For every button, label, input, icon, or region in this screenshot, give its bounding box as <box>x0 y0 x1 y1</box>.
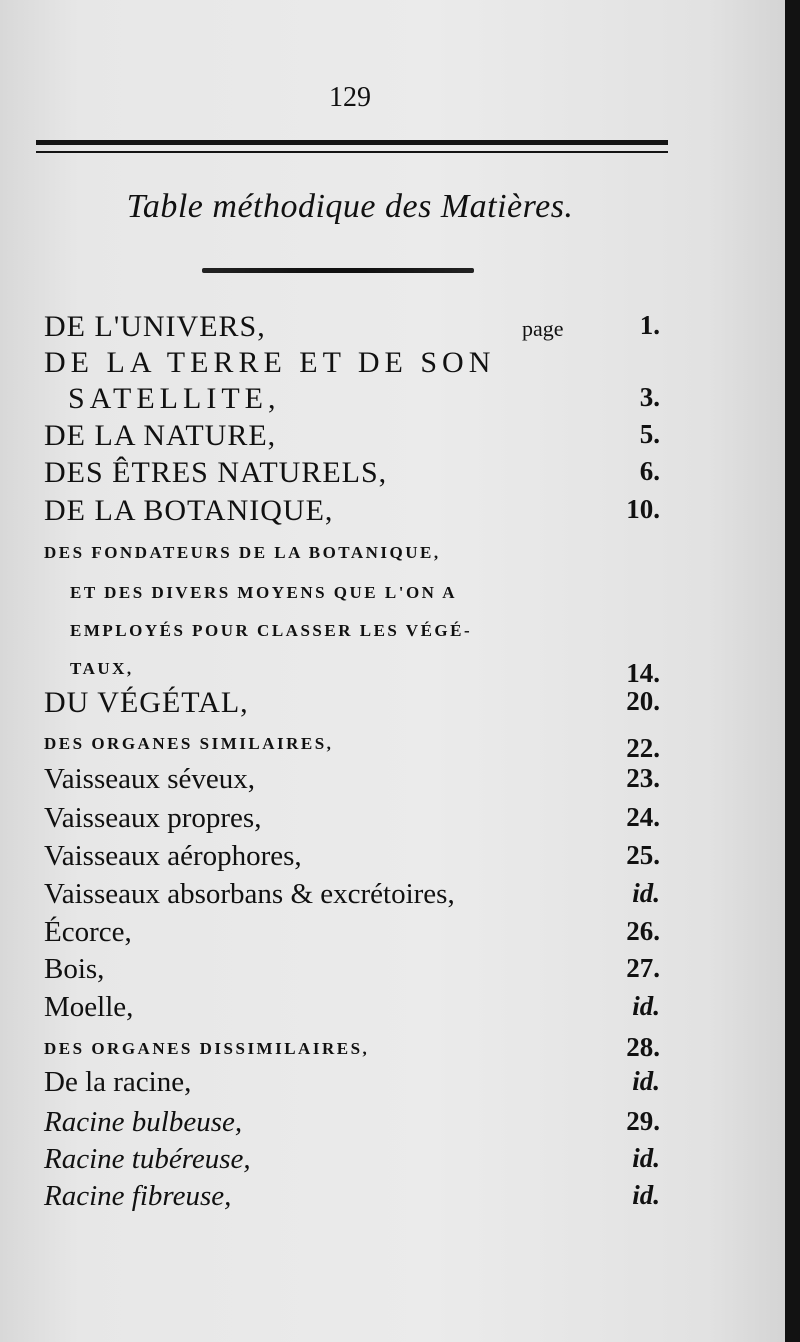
toc-entry-page: id. <box>632 878 660 908</box>
toc-entry-label: DES ORGANES SIMILAIRES, <box>44 734 334 753</box>
toc-entry-label: DE LA TERRE ET DE SON <box>44 346 496 379</box>
toc-entry-label: DE LA NATURE, <box>44 419 277 452</box>
toc-entry-label: Vaisseaux absorbans & excrétoires, <box>44 878 455 910</box>
toc-entry-label: EMPLOYÉS POUR CLASSER LES VÉGÉ- <box>70 621 473 640</box>
toc-entry-label: DES FONDATEURS DE LA BOTANIQUE, <box>44 543 441 562</box>
toc-entry-page: 23. <box>626 763 660 793</box>
toc-entry-page: 3. <box>639 382 660 412</box>
title-ornament-rule <box>202 268 474 273</box>
toc-entry-label: Vaisseaux aérophores, <box>44 840 302 872</box>
toc-entry-page: 10. <box>626 494 660 524</box>
toc-entry-label: TAUX, <box>70 659 134 678</box>
toc-entry-label: SATELLITE, <box>68 382 281 415</box>
toc-entry-page: 5. <box>639 419 660 449</box>
toc-entry-label: Écorce, <box>44 916 132 948</box>
scan-edge <box>785 0 800 1342</box>
toc-entry-label: Vaisseaux séveux, <box>44 763 256 795</box>
toc-entry-label: DE L'UNIVERS, <box>44 310 266 343</box>
toc-entry-label: Racine fibreuse, <box>44 1180 232 1212</box>
toc-entry-page: 28. <box>626 1032 660 1062</box>
toc-entry-page: 29. <box>626 1106 660 1136</box>
toc-entry-page: id. <box>632 1143 660 1173</box>
toc-entry-label: DES ORGANES DISSIMILAIRES, <box>44 1039 370 1058</box>
toc-entry-page: 6. <box>639 456 660 486</box>
toc-entry-page: 14. <box>626 658 660 688</box>
toc-entry-label: Vaisseaux propres, <box>44 802 262 834</box>
toc-entry-page: id. <box>632 1180 660 1210</box>
toc-entry-label: De la racine, <box>44 1066 192 1098</box>
toc-entry-label: Bois, <box>44 953 105 985</box>
toc-entry-page: id. <box>632 991 660 1021</box>
toc-entry-label: ET DES DIVERS MOYENS QUE L'ON A <box>70 583 458 602</box>
toc-entry-page: id. <box>632 1066 660 1096</box>
toc-entry-page: 24. <box>626 802 660 832</box>
toc-entry-label: DU VÉGÉTAL, <box>44 686 249 719</box>
header-rule-thick <box>36 140 668 145</box>
toc-entry-page: 26. <box>626 916 660 946</box>
toc-entry-label: DES ÊTRES NATURELS, <box>44 456 388 489</box>
toc-entry-label: Moelle, <box>44 991 134 1023</box>
toc-entry-page: 22. <box>626 733 660 763</box>
toc-entry-page: 1. <box>639 310 660 340</box>
toc-entry-page: 27. <box>626 953 660 983</box>
toc-entry-label: Racine tubéreuse, <box>44 1143 251 1175</box>
toc-entry-label: Racine bulbeuse, <box>44 1106 243 1138</box>
page-number: 129 <box>329 82 371 113</box>
toc-page-word: page <box>522 316 564 341</box>
toc-entry-page: 25. <box>626 840 660 870</box>
page-title: Table méthodique des Matières. <box>126 188 574 225</box>
toc-entry-page: 20. <box>626 686 660 716</box>
header-rule-thin <box>36 151 668 153</box>
toc-entry-label: DE LA BOTANIQUE, <box>44 494 334 527</box>
